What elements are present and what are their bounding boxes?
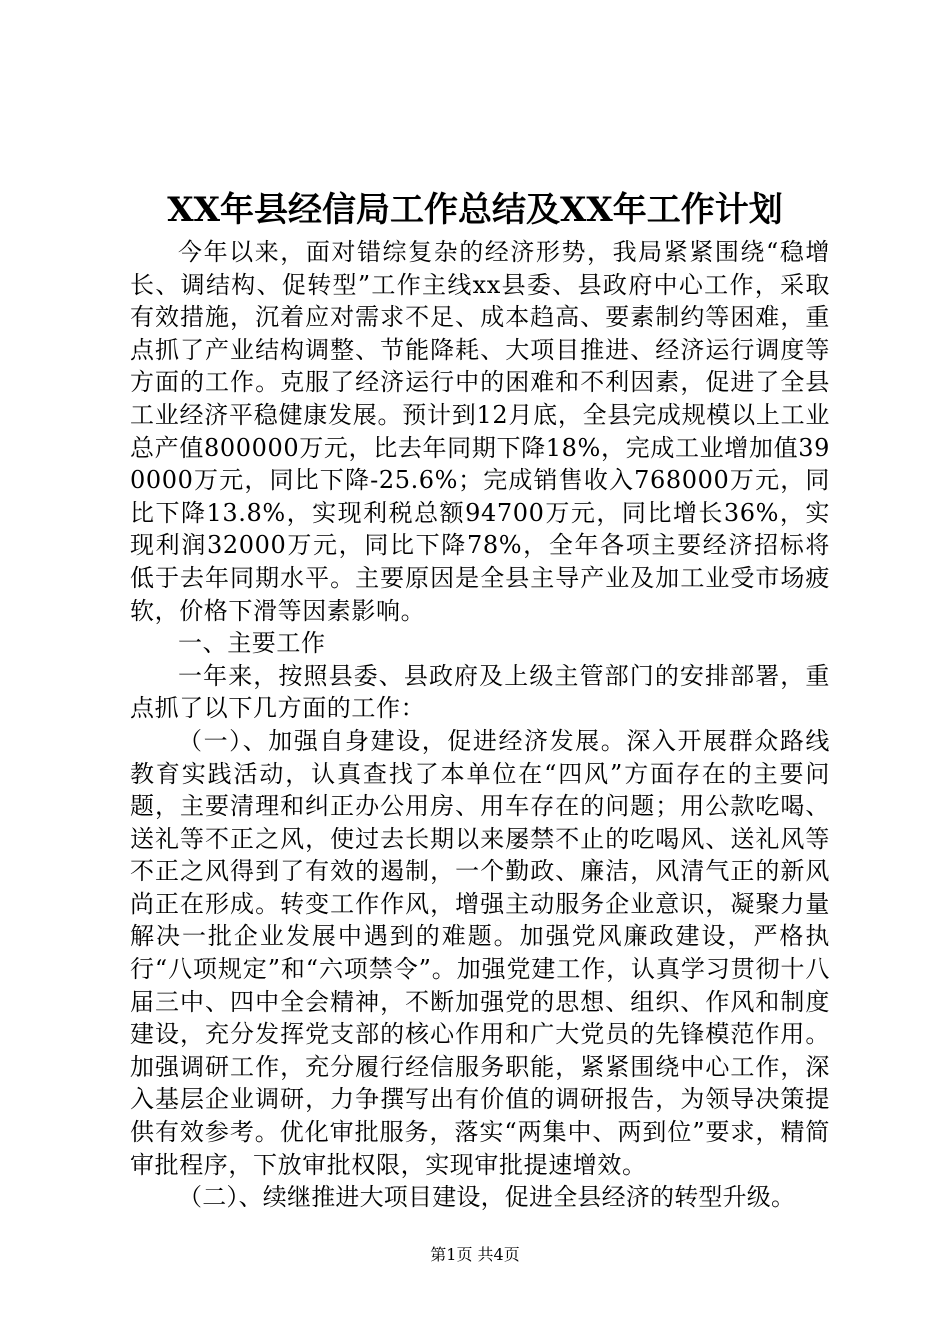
- page-footer: 第1页 共4页: [430, 1245, 520, 1264]
- section-heading-main-work: 一、主要工作: [178, 629, 326, 658]
- subsection-one-paragraph: （一）、加强自身建设，促进经济发展。深入开展群众路线教育实践活动，认真查找了本单位在“四风”方面存在的主要问题，主要清理和纠正办公用房、用车存在的问题；用公款吃喝、送礼等不正之风，使过去长期以来屡禁不止的吃喝风、送礼风等不正之风得到了有效的遏制，一个勤政、廉洁，风清气正的新风尚正在形成。转变工作作风，增强主动服务企业意识，凝聚力量解决一批企业发展中遇到的难题。加强党风廉政建设，严格执行“八项规定”和“六项禁令”。加强党建工作，认真学习贯彻十八届三中、四中全会精神，不断加强党的思想、组织、作风和制度建设，充分发挥党支部的核心作用和广大党员的先锋模范作用。加强调研工作，充分履行经信服务职能，紧紧围绕中心工作，深入基层企业调研，力争撰写出有价值的调研报告，为领导决策提供有效参考。优化审批服务，落实“两集中、两到位”要求，精简审批程序，下放审批权限，实现审批提速增效。: [130, 726, 830, 1179]
- document-title: XX年县经信局工作总结及XX年工作计划: [167, 190, 783, 230]
- intro-paragraph: 今年以来，面对错综复杂的经济形势，我局紧紧围绕“稳增长、调结构、促转型”工作主线xx县委、县政府中心工作，采取有效措施，沉着应对需求不足、成本趋高、要素制约等困难，重点抓了产业结构调整、节能降耗、大项目推进、经济运行调度等方面的工作。克服了经济运行中的困难和不利因素，促进了全县工业经济平稳健康发展。预计到12月底，全县完成规模以上工业总产值800000万元，比去年同期下降18%，完成工业增加值390000万元，同比下降-25.6%；完成销售收入768000万元，同比下降13.8%，实现利税总额94700万元，同比增长36%，实现利润32000万元，同比下降78%，全年各项主要经济招标将低于去年同期水平。主要原因是全县主导产业及加工业受市场疲软，价格下滑等因素影响。: [130, 238, 830, 625]
- document-body: [130, 236, 830, 1214]
- subsection-two-heading: （二）、续继推进大项目建设，促进全县经济的转型升级。: [178, 1183, 796, 1212]
- section-intro-paragraph: 一年来，按照县委、县政府及上级主管部门的安排部署，重点抓了以下几方面的工作：: [130, 661, 830, 723]
